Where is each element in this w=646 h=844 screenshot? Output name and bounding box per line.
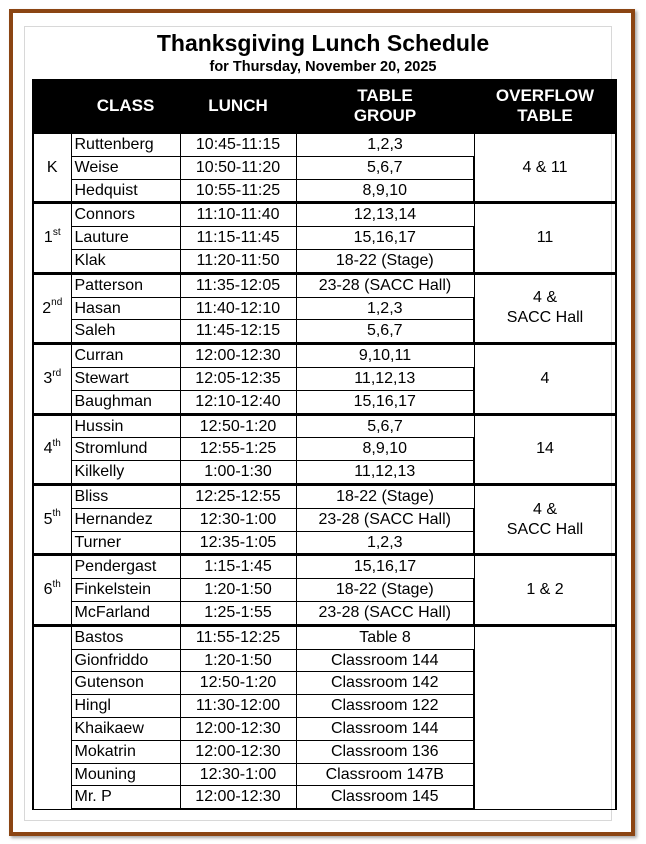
table-group: 23-28 (SACC Hall) — [296, 273, 474, 297]
table-group: 5,6,7 — [296, 320, 474, 344]
lunch-time: 12:55-1:25 — [180, 438, 296, 461]
class-name: Pendergast — [71, 555, 180, 579]
table-group: Classroom 122 — [296, 695, 474, 718]
header-table-group-line2: GROUP — [353, 106, 417, 125]
header-lunch: LUNCH — [180, 80, 296, 133]
class-name: Khaikaew — [71, 717, 180, 740]
table-group: 23-28 (SACC Hall) — [296, 508, 474, 531]
grade-cell — [33, 133, 71, 203]
class-name: Bliss — [71, 484, 180, 508]
overflow-table-cell — [474, 273, 616, 343]
table-group: 18-22 (Stage) — [296, 249, 474, 273]
lunch-time: 12:35-1:05 — [180, 531, 296, 555]
table-group: Classroom 145 — [296, 786, 474, 809]
lunch-time: 11:20-11:50 — [180, 249, 296, 273]
class-name: Lauture — [71, 227, 180, 250]
grade-suffix: th — [52, 438, 61, 450]
grade-cell — [33, 203, 71, 273]
lunch-time: 11:30-12:00 — [180, 695, 296, 718]
header-table-group-line1: TABLE — [357, 86, 413, 105]
class-name: Mouning — [71, 763, 180, 786]
class-name: Hingl — [71, 695, 180, 718]
lunch-time: 1:00-1:30 — [180, 461, 296, 485]
class-name: Gionfriddo — [71, 649, 180, 672]
lunch-time: 12:10-12:40 — [180, 390, 296, 414]
class-name: Stewart — [71, 367, 180, 390]
overflow-table-text: 4 & — [532, 500, 557, 518]
header-grade-column — [33, 80, 71, 133]
table-group: 5,6,7 — [296, 414, 474, 438]
table-row — [33, 273, 616, 297]
table-group: 18-22 (Stage) — [296, 484, 474, 508]
table-group: Classroom 144 — [296, 717, 474, 740]
table-group: Classroom 142 — [296, 672, 474, 695]
overflow-table-text: 11 — [536, 229, 554, 247]
table-group: 8,9,10 — [296, 179, 474, 203]
grade-label: 4 — [43, 440, 53, 458]
class-name: Curran — [71, 344, 180, 368]
class-name: Saleh — [71, 320, 180, 344]
lunch-time: 12:00-12:30 — [180, 344, 296, 368]
table-row — [33, 344, 616, 368]
grade-label: 5 — [43, 510, 53, 528]
header-row — [33, 80, 616, 133]
class-name: Mr. P — [71, 786, 180, 809]
lunch-time: 10:50-11:20 — [180, 156, 296, 179]
table-group: 18-22 (Stage) — [296, 579, 474, 602]
lunch-time: 12:25-12:55 — [180, 484, 296, 508]
class-name: Stromlund — [71, 438, 180, 461]
table-group: Classroom 147B — [296, 763, 474, 786]
table-group: 8,9,10 — [296, 438, 474, 461]
grade-cell — [33, 625, 71, 809]
table-row — [33, 484, 616, 508]
lunch-time: 12:00-12:30 — [180, 786, 296, 809]
class-name: Hernandez — [71, 508, 180, 531]
class-name: Bastos — [71, 625, 180, 649]
table-row — [33, 414, 616, 438]
table-group: 9,10,11 — [296, 344, 474, 368]
table-row — [33, 555, 616, 579]
lunch-time: 1:20-1:50 — [180, 649, 296, 672]
overflow-table-cell — [474, 203, 616, 273]
class-name: Gutenson — [71, 672, 180, 695]
table-group: Table 8 — [296, 625, 474, 649]
page-title: Thanksgiving Lunch Schedule — [156, 30, 490, 56]
lunch-time: 12:50-1:20 — [180, 672, 296, 695]
overflow-table-text: 4 & — [532, 289, 557, 307]
grade-suffix: rd — [52, 367, 62, 379]
grade-cell — [33, 414, 71, 484]
grade-cell — [33, 273, 71, 343]
grade-label: 3 — [43, 369, 53, 387]
grade-label: 2 — [42, 299, 52, 317]
lunch-time: 11:40-12:10 — [180, 297, 296, 320]
class-name: Finkelstein — [71, 579, 180, 602]
lunch-time: 11:15-11:45 — [180, 227, 296, 250]
table-group: 11,12,13 — [296, 461, 474, 485]
overflow-table-text: SACC Hall — [506, 520, 584, 538]
overflow-table-cell — [474, 414, 616, 484]
lunch-time: 12:30-1:00 — [180, 763, 296, 786]
table-group: 15,16,17 — [296, 227, 474, 250]
lunch-time: 10:55-11:25 — [180, 179, 296, 203]
table-group: 11,12,13 — [296, 367, 474, 390]
class-name: Hussin — [71, 414, 180, 438]
class-name: Klak — [71, 249, 180, 273]
table-group: 15,16,17 — [296, 390, 474, 414]
lunch-time: 12:50-1:20 — [180, 414, 296, 438]
table-group: 15,16,17 — [296, 555, 474, 579]
overflow-table-text: SACC Hall — [506, 309, 584, 327]
overflow-table-text: 14 — [536, 440, 554, 458]
header-table-group — [296, 80, 474, 133]
class-name: Mokatrin — [71, 740, 180, 763]
lunch-time: 10:45-11:15 — [180, 133, 296, 157]
lunch-time: 12:05-12:35 — [180, 367, 296, 390]
class-name: Weise — [71, 156, 180, 179]
class-name: McFarland — [71, 601, 180, 625]
lunch-time: 1:15-1:45 — [180, 555, 296, 579]
schedule-body — [33, 133, 616, 810]
class-name: Turner — [71, 531, 180, 555]
class-name: Kilkelly — [71, 461, 180, 485]
lunch-time: 12:00-12:30 — [180, 717, 296, 740]
lunch-schedule-table — [32, 79, 617, 810]
overflow-table-cell — [474, 133, 616, 203]
class-name: Baughman — [71, 390, 180, 414]
overflow-table-text: 4 & 11 — [522, 158, 568, 176]
header-overflow-table — [474, 80, 616, 133]
grade-suffix: nd — [51, 297, 63, 309]
table-row — [33, 625, 616, 649]
page-subtitle: for Thursday, November 20, 2025 — [209, 59, 437, 75]
grade-cell — [33, 344, 71, 414]
lunch-time: 1:25-1:55 — [180, 601, 296, 625]
lunch-time: 12:00-12:30 — [180, 740, 296, 763]
class-name: Patterson — [71, 273, 180, 297]
table-group: 1,2,3 — [296, 297, 474, 320]
header-class: CLASS — [71, 80, 180, 133]
table-group: 1,2,3 — [296, 531, 474, 555]
lunch-time: 11:45-12:15 — [180, 320, 296, 344]
class-name: Hedquist — [71, 179, 180, 203]
table-group: 23-28 (SACC Hall) — [296, 601, 474, 625]
grade-suffix: th — [52, 578, 61, 590]
overflow-table-cell — [474, 625, 616, 809]
grade-suffix: th — [52, 508, 61, 520]
grade-suffix: st — [52, 226, 61, 238]
overflow-table-text: 4 — [540, 369, 550, 387]
lunch-time: 11:35-12:05 — [180, 273, 296, 297]
table-group: 5,6,7 — [296, 156, 474, 179]
grade-label: 1 — [43, 229, 53, 247]
grade-cell — [33, 484, 71, 554]
table-group: Classroom 144 — [296, 649, 474, 672]
overflow-table-cell — [474, 484, 616, 554]
overflow-table-cell — [474, 344, 616, 414]
lunch-time: 11:55-12:25 — [180, 625, 296, 649]
table-group: 12,13,14 — [296, 203, 474, 227]
overflow-table-cell — [474, 555, 616, 625]
header-overflow-line2: TABLE — [517, 106, 573, 125]
grade-label: K — [46, 158, 58, 176]
table-group: Classroom 136 — [296, 740, 474, 763]
table-row — [33, 133, 616, 157]
lunch-time: 12:30-1:00 — [180, 508, 296, 531]
header-overflow-line1: OVERFLOW — [495, 86, 595, 105]
lunch-time: 1:20-1:50 — [180, 579, 296, 602]
class-name: Ruttenberg — [71, 133, 180, 157]
table-group: 1,2,3 — [296, 133, 474, 157]
grade-cell — [33, 555, 71, 625]
overflow-table-text: 1 & 2 — [526, 581, 564, 599]
grade-label: 6 — [43, 581, 53, 599]
class-name: Connors — [71, 203, 180, 227]
lunch-time: 11:10-11:40 — [180, 203, 296, 227]
table-row — [33, 203, 616, 227]
class-name: Hasan — [71, 297, 180, 320]
